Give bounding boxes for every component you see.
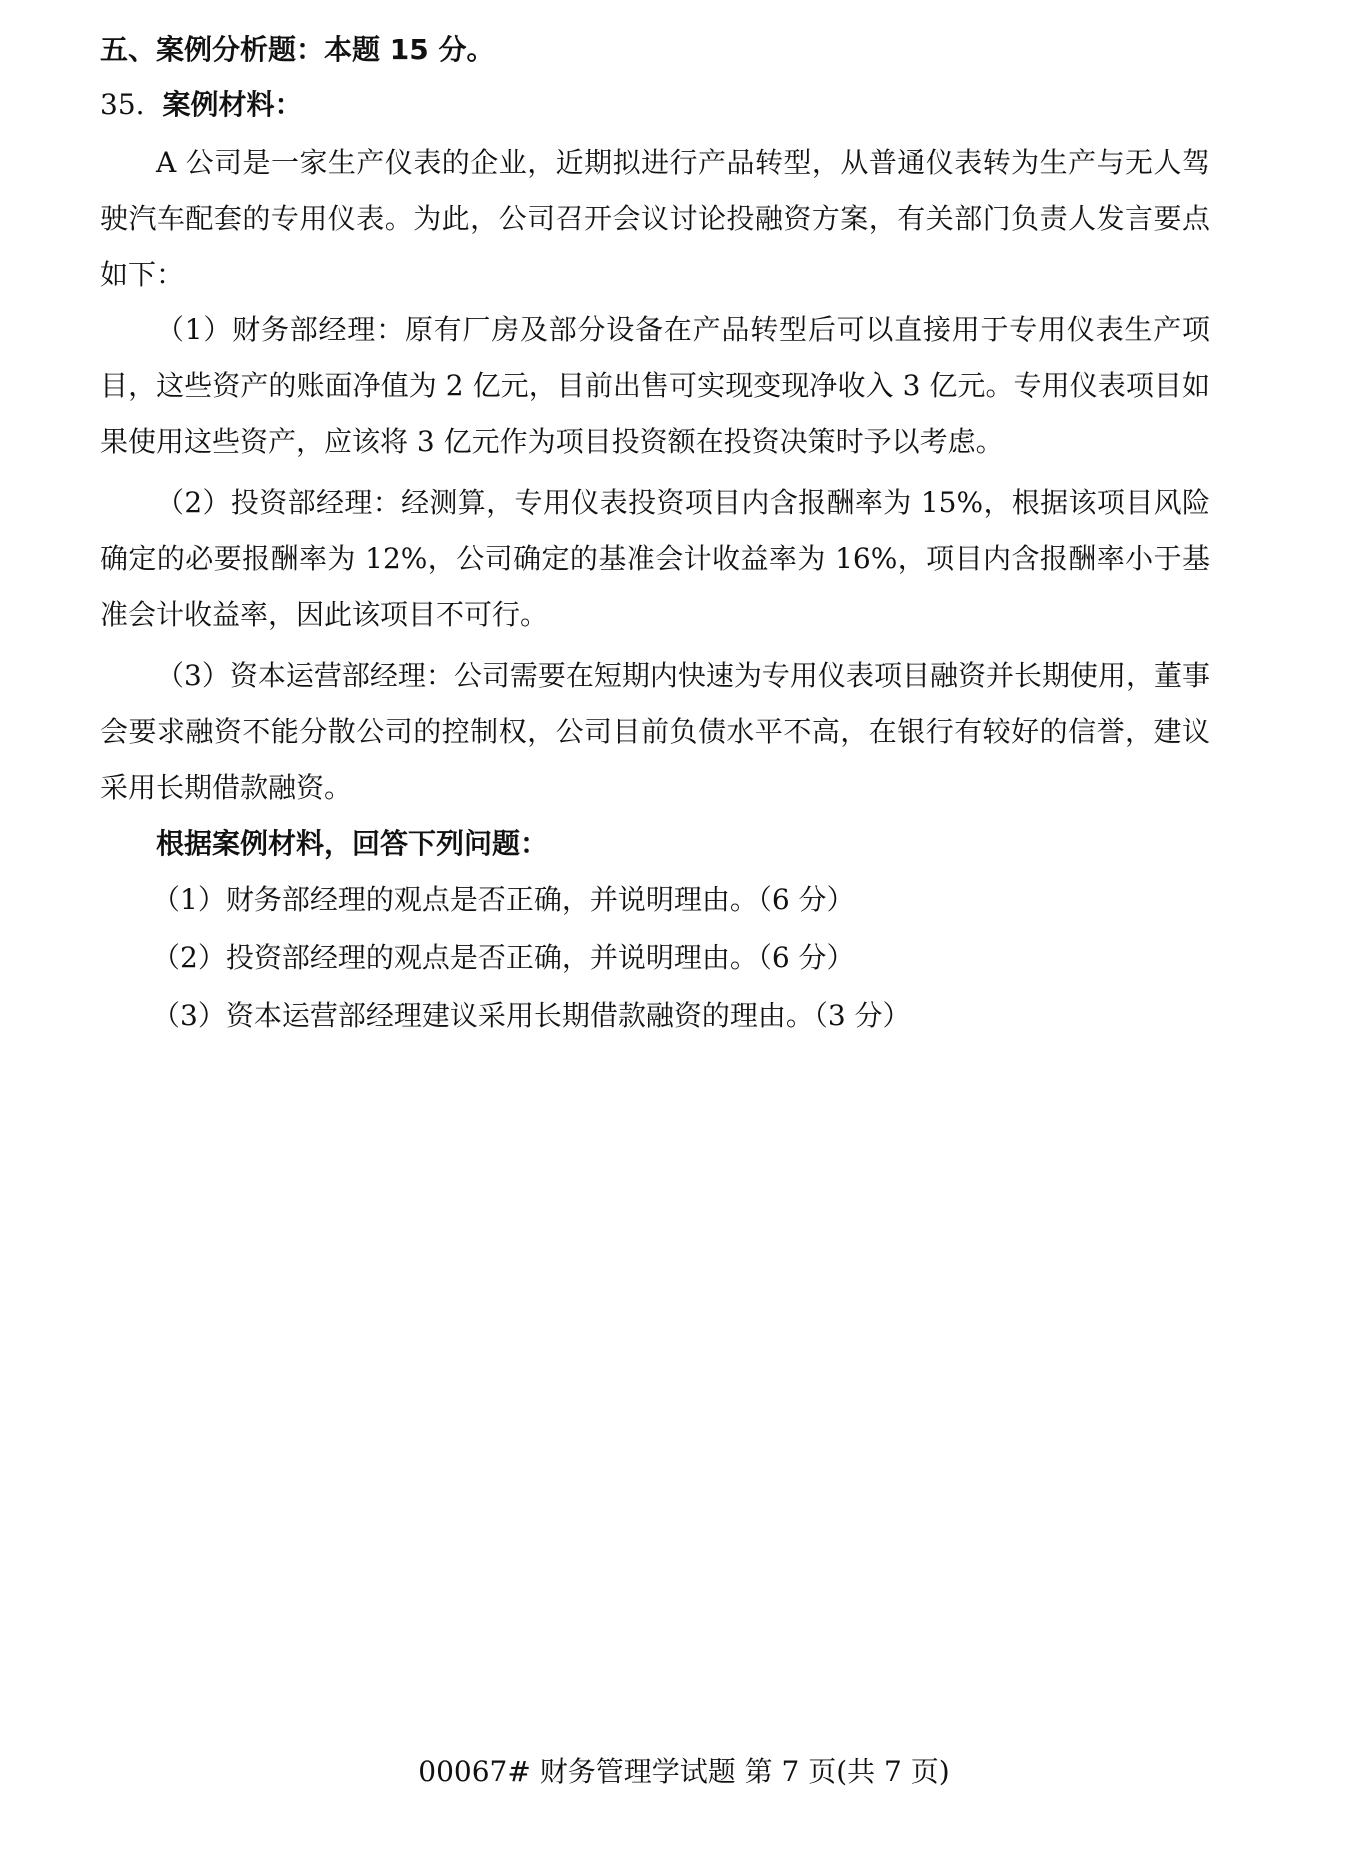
finance-manager-view: （1）财务部经理：原有厂房及部分设备在产品转型后可以直接用于专用仪表生产项目，这些资产的账面净值为 2 亿元，目前出售可实现变现净收入 3 亿元。专用仪表项目如果使用这些资产，应该将 3 亿元作为项目投资额在投资决策时予以考虑。 xyxy=(100,313,1210,458)
question-heading xyxy=(100,77,303,133)
sub-question-1: （1）财务部经理的观点是否正确，并说明理由。（6 分） xyxy=(152,883,855,916)
sub-question-2: （2）投资部经理的观点是否正确，并说明理由。（6 分） xyxy=(152,941,855,974)
page-footer: 00067# 财务管理学试题 第 7 页(共 7 页) xyxy=(418,1755,950,1788)
investment-manager-view: （2）投资部经理：经测算，专用仪表投资项目内含报酬率为 15%，根据该项目风险确定的必要报酬率为 12%，公司确定的基准会计收益率为 16%，项目内含报酬率小于基准会计收益率，因此该项目不可行。 xyxy=(100,486,1210,631)
capital-operations-manager-view: （3）资本运营部经理：公司需要在短期内快速为专用仪表项目融资并长期使用，董事会要求融资不能分散公司的控制权，公司目前负债水平不高，在银行有较好的信誉，建议采用长期借款融资。 xyxy=(100,659,1210,804)
section-title: 五、案例分析题：本题 15 分。 xyxy=(100,33,495,66)
question-number: 35. xyxy=(100,88,145,121)
case-intro-paragraph: A 公司是一家生产仪表的企业，近期拟进行产品转型，从普通仪表转为生产与无人驾驶汽车配套的专用仪表。为此，公司召开会议讨论投融资方案，有关部门负责人发言要点如下： xyxy=(100,146,1210,291)
sub-question-3: （3）资本运营部经理建议采用长期借款融资的理由。（3 分） xyxy=(152,999,911,1032)
question-title: 案例材料： xyxy=(162,88,303,121)
questions-heading: 根据案例材料，回答下列问题： xyxy=(156,827,549,860)
